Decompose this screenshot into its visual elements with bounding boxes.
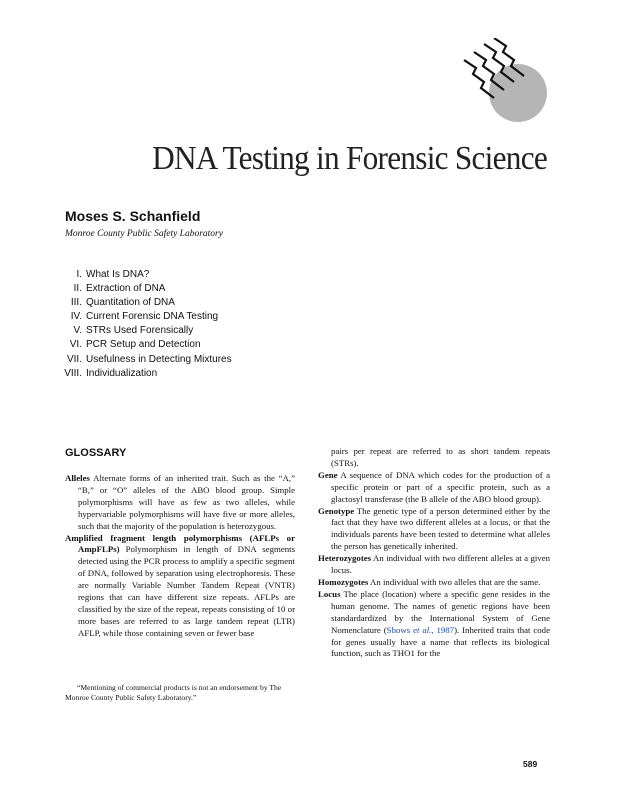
glossary-entry: Genotype The genetic type of a person determined either by the fact that they have two different alleles at a locus, or that the individuals parents have been tested to determine what alleles the person has genetically inherited. [318,505,550,552]
toc-item[interactable]: V. STRs Used Forensically [73,325,194,337]
glossary-entry: Amplified fragment length polymorphisms (AFLPs or AmpFLPs) Polymorphism in length of DNA segments detected using the PCR process to amplify a specific segment of DNA, followed by separation using electrophoresis. These are normally Variable Number Tandem Repeat (VNTR) regions that can have different size repeats. AFLPs are classified by the size of the repeat, repeats consisting of 10 or more bases are referred to as large tandem repeat (LTR) AFLP, while those containing seven or fewer base [65,532,295,638]
toc-item[interactable]: II. Extraction of DNA [73,283,166,295]
glossary-heading: GLOSSARY [65,447,127,459]
glossary-term: Gene [318,469,338,480]
toc-item[interactable]: IV. Current Forensic DNA Testing [70,311,219,323]
glossary-term: Amplified fragment length polymorphisms (AFLPs or AmpFLPs) [65,532,295,555]
toc-item[interactable]: VI. PCR Setup and Detection [69,339,201,351]
glossary-term: Alleles [65,473,90,483]
glossary-term: Genotype [318,505,355,516]
citation-link[interactable]: Shows et al., 1987 [386,624,455,635]
author-affiliation: Monroe County Public Safety Laboratory [65,229,223,239]
glossary-entry: Homozygotes An individual with two alleles that are the same. [318,576,541,587]
glossary-entry: Heterozygotes An individual with two different alleles at a given locus. [318,553,550,576]
toc-item[interactable]: I. What Is DNA? [76,269,150,280]
glossary-left-column [65,473,295,640]
toc-item[interactable]: VII. Usefulness in Detecting Mixtures [66,353,232,365]
toc-item[interactable]: III. Quantitation of DNA [70,297,175,309]
glossary-right-column [318,446,550,660]
glossary-entry: Locus The place (location) where a specific gene resides in the human genome. The names of genetic regions have been standardardized by the International System of Gene Nomenclature (Shows et al., 1987). Inherited traits that code for genes usually have a name that reflects its biological function, such as THO1 for the [318,588,550,659]
glossary-entry: Gene A sequence of DNA which codes for the production of a specific protein or part of a specific protein, such as a glactosyl transferase (the B allele of the ABO blood group). [318,469,550,504]
glossary-term: Homozygotes [318,576,369,587]
glossary-entry: Alleles Alternate forms of an inherited trait. Such as the “A,” “B,” or “O” alleles of the ABO blood group. Simple polymorphisms will have as few as two alleles, while hypervariable polymorphisms will have five or more alleles, such that the majority of the population is heterozygous. [65,473,295,531]
page-number: 589 [523,759,538,769]
table-of-contents [60,268,232,381]
glossary-continuation: pairs per repeat are referred to as short tandem repeats (STRs). [331,446,550,468]
glossary-term: Locus [318,588,341,599]
footnote: “Mentioning of commercial products is not an endorsement by The Monroe County Public Safety Laboratory.” [65,683,282,702]
author-name: Moses S. Schanfield [65,208,201,224]
encyclopedia-logo [462,38,552,124]
toc-item[interactable]: VIII. Individualization [64,367,158,379]
glossary-term: Heterozygotes [318,553,372,564]
article-title: DNA Testing in Forensic Science [152,140,548,177]
